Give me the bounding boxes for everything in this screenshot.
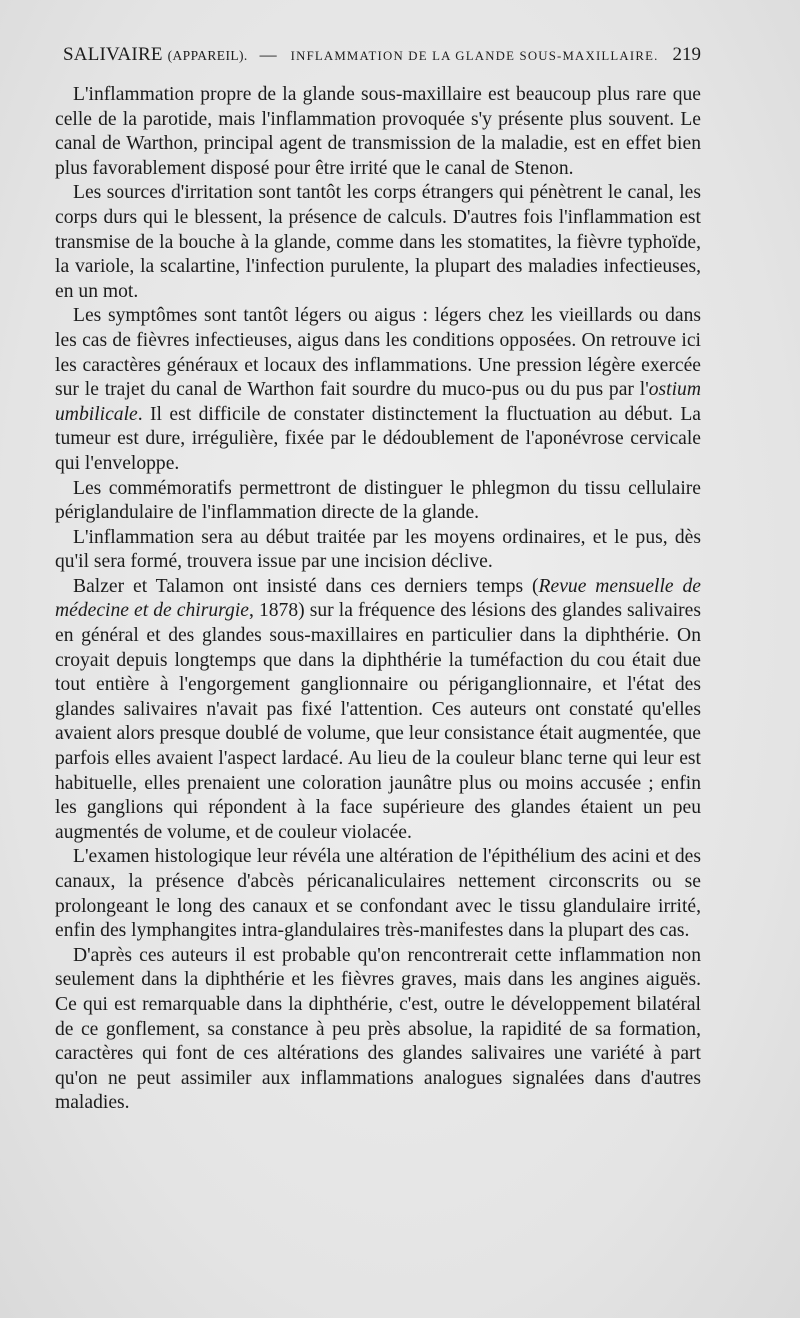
page-number: 219 bbox=[672, 44, 701, 65]
paragraph: Les commémoratifs permettront de distinguer le phlegmon du tissu cellulaire périglandulaire de l'inflammation directe de la glande. bbox=[55, 477, 701, 524]
paragraph: L'inflammation propre de la glande sous-maxillaire est beaucoup plus rare que celle de la parotide, mais l'inflammation provoquée s'y présente plus souvent. Le canal de Warthon, principal agent de transmission de la maladie, est en effet bien plus favorablement disposé pour être irrité que le canal de Stenon. bbox=[55, 84, 701, 179]
header-subtitle: (APPAREIL). bbox=[167, 48, 248, 63]
running-header bbox=[63, 44, 701, 78]
body-text bbox=[55, 83, 701, 1116]
paragraph: Les sources d'irritation sont tantôt les corps étrangers qui pénètrent le canal, les corps durs qui le blessent, la présence de calculs. D'autres fois l'inflammation est transmise de la bouche à la glande, comme dans les stomatites, la fièvre typhoïde, la variole, la scalartine, l'infection purulente, la plupart des maladies infectieuses, en un mot. bbox=[55, 182, 701, 302]
paragraph: D'après ces auteurs il est probable qu'on rencontrerait cette inflammation non seulement dans la diphthérie et les fièvres graves, mais dans les angines aiguës. Ce qui est remarquable dans la diphthérie, c'est, outre le développement bilatéral de ce gonflement, sa constance à peu près absolue, la rapidité de sa formation, caractères qui font de ces altérations des glandes salivaires une variété à part qu'on ne peut assimiler aux inflammations analogues signalées dans d'autres maladies. bbox=[55, 944, 701, 1114]
header-title: SALIVAIRE bbox=[63, 44, 163, 65]
paragraph: L'examen histologique leur révéla une altération de l'épithélium des acini et des canaux, la présence d'abcès péricanaliculaires nettement circonscrits ou se prolongeant le long des canaux et se confondant avec le tissu glandulaire irrité, enfin des lymphangites intra-glandulaires très-manifestes dans la plupart des cas. bbox=[55, 846, 701, 942]
header-section-title: INFLAMMATION DE LA GLANDE SOUS-MAXILLAIRE. bbox=[290, 49, 659, 63]
paragraph: L'inflammation sera au début traitée par les moyens ordinaires, et le pus, dès qu'il sera formé, trouvera issue par une incision déclive. bbox=[55, 526, 701, 573]
header-dash: — bbox=[259, 45, 277, 64]
paragraph: Les symptômes sont tantôt légers ou aigus : légers chez les vieillards ou dans les cas de fièvres infectieuses, aigus dans les conditions opposées. On retrouve ici les caractères généraux et locaux des inflammations. Une pression légère exercée sur le trajet du canal de Warthon fait sourdre du muco-pus ou du pus par l'ostium umbilicale. Il est difficile de constater distinctement la fluctuation au début. La tumeur est dure, irrégulière, fixée par le dédoublement de l'aponévrose cervicale qui l'enveloppe. bbox=[55, 305, 701, 474]
paragraph: Balzer et Talamon ont insisté dans ces derniers temps (Revue mensuelle de médecine et de chirurgie, 1878) sur la fréquence des lésions des glandes salivaires en général et des glandes sous-maxillaires en particulier dans la diphthérie. On croyait depuis longtemps que dans la diphthérie la tuméfaction du cou était due tout entière à l'engorgement ganglionnaire ou périganglionnaire, et l'état des glandes salivaires n'avait pas fixé l'attention. Ces auteurs ont constaté qu'elles avaient alors presque doublé de volume, que leur consistance était augmentée, que parfois elles avaient l'aspect lardacé. Au lieu de la couleur blanc terne qui leur est habituelle, elles prenaient une coloration jaunâtre plus ou moins accusée ; enfin les ganglions qui répondent à la face supérieure des glandes étaient un peu augmentés de volume, et de couleur violacée. bbox=[55, 575, 701, 843]
